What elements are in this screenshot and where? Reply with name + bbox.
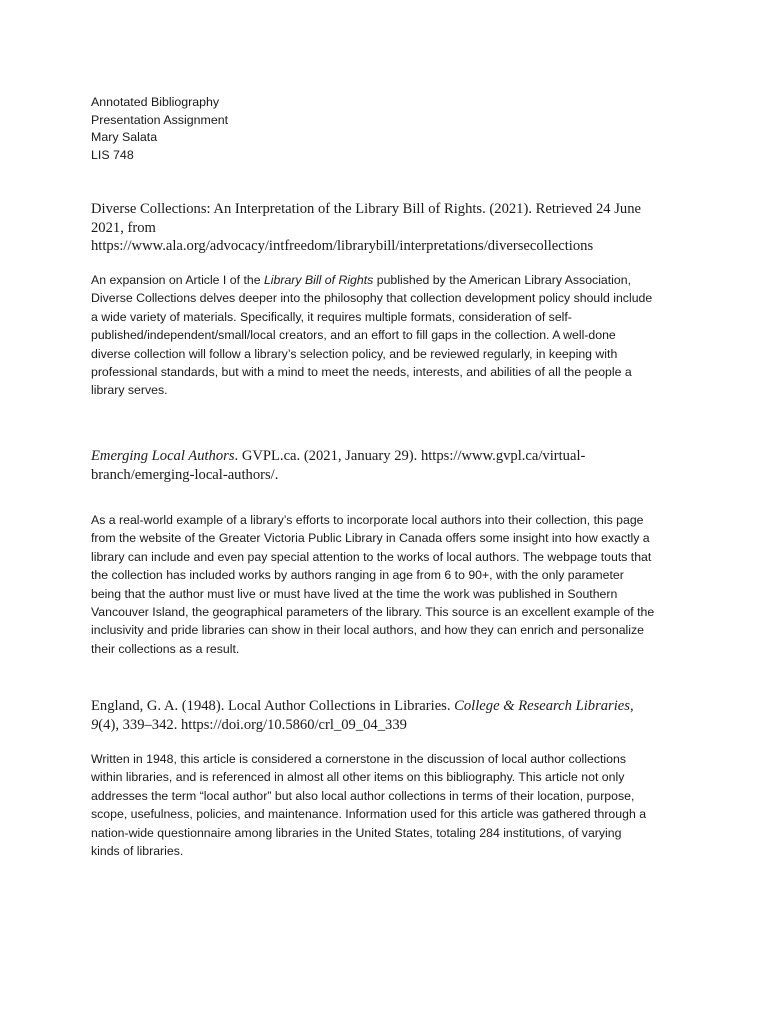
- annotation-text: An expansion on Article I of the: [91, 273, 264, 287]
- citation-line: [91, 716, 716, 735]
- annotation-emerging-local-authors: [91, 511, 689, 658]
- annotation-line: nation-wide questionnaire among libraries in the United States, totaling 284 institutions, of varying: [91, 825, 622, 840]
- header-course: LIS 748: [91, 148, 134, 163]
- annotation-line: within libraries, and is referenced in almost all other items on this bibliography. This article not only: [91, 770, 625, 785]
- annotation-line: scope, usefulness, policies, and maintenance. Information used for this article was gathered through a: [91, 807, 647, 822]
- annotation-line: inclusivity and pride libraries can show in their local authors, and how they can enrich and personalize: [91, 623, 644, 638]
- citation-text: ,: [629, 698, 634, 714]
- citation-england-1948: [91, 697, 716, 734]
- annotation-line: the collection has included works by authors ranging in age from 6 to 90+, with the only parameter: [91, 568, 624, 583]
- citation-url: https://www.ala.org/advocacy/intfreedom/librarybill/interpretations/diversecollections: [91, 238, 594, 255]
- annotation-line: addresses the term “local author” but also local author collections in terms of their location, purpose,: [91, 788, 635, 803]
- annotation-line: being that the author must live or must have lived at the time the work was published in Southern: [91, 586, 618, 601]
- header-subtitle: Presentation Assignment: [91, 112, 229, 127]
- annotation-line: diverse collection will follow a library’s selection policy, and be reviewed regularly, in keeping with: [91, 346, 618, 361]
- annotation-line: Diverse Collections delves deeper into the philosophy that collection development policy should include: [91, 291, 653, 306]
- annotation-line: professional standards, but with a mind to meet the needs, interests, and abilities of all the people a: [91, 365, 632, 380]
- assignment-header: [91, 94, 228, 165]
- header-author: Mary Salata: [91, 130, 158, 145]
- annotation-line: library serves.: [91, 383, 168, 398]
- annotation-diverse-collections: [91, 271, 689, 400]
- annotation-line: from the website of the Greater Victoria Public Library in Canada offers some insight into how exactly a: [91, 531, 650, 546]
- citation-line: [91, 697, 716, 716]
- citation-text: (4), 339–342. https://doi.org/10.5860/crl_09_04_339: [98, 716, 407, 733]
- annotation-line: Vancouver Island, the geographical parameters of the library. This source is an excellent example of the: [91, 605, 655, 620]
- citation-emerging-local-authors: [91, 447, 716, 484]
- annotation-text: published by the American Library Association,: [373, 273, 632, 287]
- citation-diverse-collections: [91, 200, 716, 256]
- annotation-line: library can include and even pay special attention to the works of local authors. The webpage touts that: [91, 549, 652, 564]
- citation-italic-journal: College & Research Libraries: [454, 698, 630, 714]
- annotation-line: their collections as a result.: [91, 641, 240, 656]
- citation-line: 2021, from: [91, 219, 156, 236]
- annotation-line: published/independent/small/local creators, and an effort to fill gaps in the collection. A well-done: [91, 328, 616, 343]
- annotation-line: a wide variety of materials. Specifically, it requires multiple formats, consideration of self-: [91, 309, 572, 324]
- citation-line: Diverse Collections: An Interpretation of the Library Bill of Rights. (2021). Retrieved 24 June: [91, 201, 641, 217]
- citation-text: England, G. A. (1948). Local Author Collections in Libraries.: [91, 698, 455, 714]
- citation-line: branch/emerging-local-authors/.: [91, 466, 279, 483]
- annotation-england-1948: [91, 750, 689, 860]
- annotation-line: As a real-world example of a library’s efforts to incorporate local authors into their collection, this page: [91, 513, 644, 527]
- citation-line: [91, 447, 716, 466]
- annotation-line: kinds of libraries.: [91, 844, 184, 859]
- citation-italic-title: Emerging Local Authors: [91, 448, 235, 464]
- annotation-line: [91, 271, 689, 289]
- annotation-line: Written in 1948, this article is considered a cornerstone in the discussion of local author collections: [91, 752, 626, 766]
- annotation-italic-title: Library Bill of Rights: [263, 273, 374, 287]
- header-title: Annotated Bibliography: [91, 95, 220, 109]
- citation-italic-volume: 9: [91, 716, 99, 733]
- citation-text: . GVPL.ca. (2021, January 29). https://www.gvpl.ca/virtual-: [234, 448, 586, 464]
